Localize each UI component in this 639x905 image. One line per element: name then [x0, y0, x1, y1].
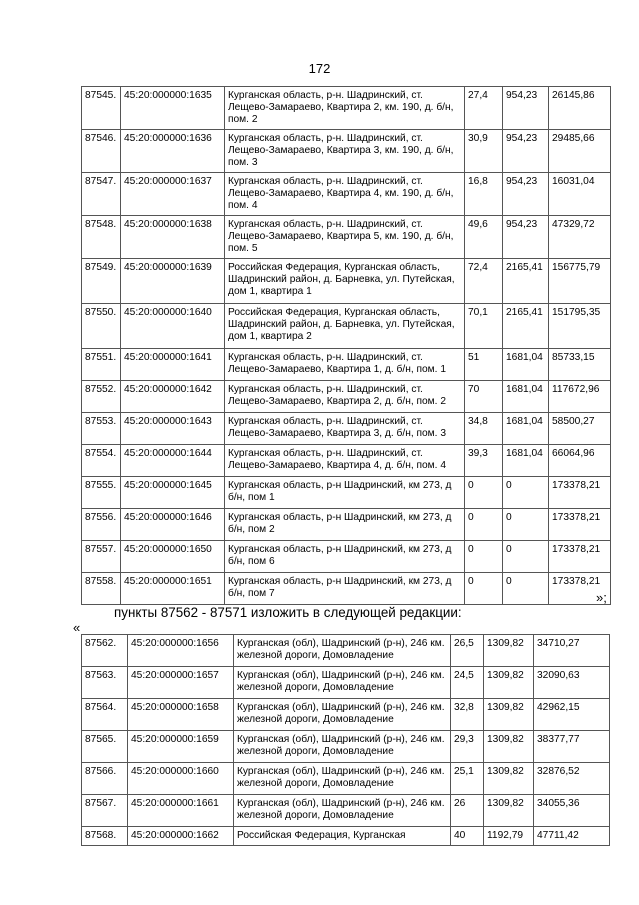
table-row — [82, 635, 610, 667]
row-number-cell: 87549. — [82, 259, 121, 304]
cadastral-number-cell: 45:20:000000:1639 — [121, 259, 225, 304]
price-cell: 2165,41 — [503, 259, 549, 304]
price-cell: 954,23 — [503, 130, 549, 173]
row-number-cell: 87555. — [82, 477, 121, 509]
address-cell: Курганская область, р-н. Шадринский, ст. Лещево-Замараево, Квартира 2, д. б/н, пом. 2 — [225, 381, 465, 413]
area-cell: 72,4 — [465, 259, 503, 304]
cadastral-number-cell: 45:20:000000:1646 — [121, 509, 225, 541]
address-cell: Российская Федерация, Курганская область, Шадринский район, д. Барневка, ул. Путейская, дом 1, квартира 1 — [225, 259, 465, 304]
table-row — [82, 509, 611, 541]
table-row — [82, 795, 610, 827]
address-cell: Курганская область, р-н. Шадринский, ст. Лещево-Замараево, Квартира 3, км. 190, д. б/н, пом. 3 — [225, 130, 465, 173]
area-cell: 0 — [465, 477, 503, 509]
total-value-cell: 117672,96 — [549, 381, 611, 413]
area-cell: 27,4 — [465, 87, 503, 130]
total-value-cell: 173378,21 — [549, 541, 611, 573]
price-cell: 0 — [503, 509, 549, 541]
address-cell: Курганская область, р-н Шадринский, км 273, д б/н, пом 1 — [225, 477, 465, 509]
row-number-cell: 87546. — [82, 130, 121, 173]
cadastral-number-cell: 45:20:000000:1660 — [128, 763, 234, 795]
row-number-cell: 87553. — [82, 413, 121, 445]
area-cell: 34,8 — [465, 413, 503, 445]
area-cell: 39,3 — [465, 445, 503, 477]
cadastral-number-cell: 45:20:000000:1640 — [121, 304, 225, 349]
cadastral-number-cell: 45:20:000000:1658 — [128, 699, 234, 731]
table-row — [82, 304, 611, 349]
area-cell: 32,8 — [451, 699, 484, 731]
table-row — [82, 349, 611, 381]
total-value-cell: 47329,72 — [549, 216, 611, 259]
table-row — [82, 413, 611, 445]
address-cell: Курганская (обл), Шадринский (р-н), 246 км. железной дороги, Домовладение — [234, 795, 451, 827]
row-number-cell: 87562. — [82, 635, 128, 667]
price-cell: 0 — [503, 477, 549, 509]
row-number-cell: 87551. — [82, 349, 121, 381]
address-cell: Курганская область, р-н Шадринский, км 273, д б/н, пом 7 — [225, 573, 465, 605]
price-cell: 1309,82 — [484, 635, 534, 667]
price-cell: 1309,82 — [484, 763, 534, 795]
address-cell: Российская Федерация, Курганская — [234, 827, 451, 846]
table-row — [82, 259, 611, 304]
price-cell: 1309,82 — [484, 699, 534, 731]
total-value-cell: 66064,96 — [549, 445, 611, 477]
table-row — [82, 573, 611, 605]
price-cell: 1681,04 — [503, 413, 549, 445]
price-cell: 0 — [503, 541, 549, 573]
area-cell: 49,6 — [465, 216, 503, 259]
table-row — [82, 541, 611, 573]
cadastral-number-cell: 45:20:000000:1659 — [128, 731, 234, 763]
table-row — [82, 699, 610, 731]
row-number-cell: 87554. — [82, 445, 121, 477]
area-cell: 70 — [465, 381, 503, 413]
table-row — [82, 87, 611, 130]
cadastral-number-cell: 45:20:000000:1662 — [128, 827, 234, 846]
area-cell: 26,5 — [451, 635, 484, 667]
price-cell: 1681,04 — [503, 349, 549, 381]
table-row — [82, 216, 611, 259]
property-table-1 — [81, 86, 611, 605]
cadastral-number-cell: 45:20:000000:1643 — [121, 413, 225, 445]
table-row — [82, 445, 611, 477]
address-cell: Курганская область, р-н. Шадринский, ст. Лещево-Замараево, Квартира 4, км. 190, д. б/н, пом. 4 — [225, 173, 465, 216]
total-value-cell: 26145,86 — [549, 87, 611, 130]
total-value-cell: 173378,21 — [549, 477, 611, 509]
cadastral-number-cell: 45:20:000000:1644 — [121, 445, 225, 477]
area-cell: 70,1 — [465, 304, 503, 349]
total-value-cell: 38377,77 — [534, 731, 610, 763]
row-number-cell: 87563. — [82, 667, 128, 699]
area-cell: 30,9 — [465, 130, 503, 173]
row-number-cell: 87550. — [82, 304, 121, 349]
area-cell: 0 — [465, 541, 503, 573]
total-value-cell: 58500,27 — [549, 413, 611, 445]
table-row — [82, 731, 610, 763]
price-cell: 1681,04 — [503, 445, 549, 477]
address-cell: Курганская область, р-н. Шадринский, ст. Лещево-Замараево, Квартира 2, км. 190, д. б/н, пом. 2 — [225, 87, 465, 130]
total-value-cell: 34710,27 — [534, 635, 610, 667]
price-cell: 954,23 — [503, 87, 549, 130]
amendment-paragraph: пункты 87562 - 87571 изложить в следующей редакции: — [114, 605, 462, 620]
price-cell: 954,23 — [503, 173, 549, 216]
cadastral-number-cell: 45:20:000000:1635 — [121, 87, 225, 130]
cadastral-number-cell: 45:20:000000:1650 — [121, 541, 225, 573]
cadastral-number-cell: 45:20:000000:1657 — [128, 667, 234, 699]
address-cell: Курганская область, р-н. Шадринский, ст. Лещево-Замараево, Квартира 1, д. б/н, пом. 1 — [225, 349, 465, 381]
row-number-cell: 87556. — [82, 509, 121, 541]
total-value-cell: 47711,42 — [534, 827, 610, 846]
area-cell: 16,8 — [465, 173, 503, 216]
total-value-cell: 151795,35 — [549, 304, 611, 349]
row-number-cell: 87568. — [82, 827, 128, 846]
price-cell: 1309,82 — [484, 667, 534, 699]
price-cell: 1192,79 — [484, 827, 534, 846]
row-number-cell: 87547. — [82, 173, 121, 216]
address-cell: Курганская (обл), Шадринский (р-н), 246 км. железной дороги, Домовладение — [234, 635, 451, 667]
price-cell: 954,23 — [503, 216, 549, 259]
cadastral-number-cell: 45:20:000000:1638 — [121, 216, 225, 259]
total-value-cell: 34055,36 — [534, 795, 610, 827]
address-cell: Курганская (обл), Шадринский (р-н), 246 км. железной дороги, Домовладение — [234, 731, 451, 763]
row-number-cell: 87565. — [82, 731, 128, 763]
address-cell: Курганская область, р-н Шадринский, км 273, д б/н, пом 2 — [225, 509, 465, 541]
cadastral-number-cell: 45:20:000000:1637 — [121, 173, 225, 216]
row-number-cell: 87567. — [82, 795, 128, 827]
cadastral-number-cell: 45:20:000000:1645 — [121, 477, 225, 509]
total-value-cell: 85733,15 — [549, 349, 611, 381]
opening-quote: « — [73, 620, 81, 635]
address-cell: Курганская (обл), Шадринский (р-н), 246 км. железной дороги, Домовладение — [234, 763, 451, 795]
table-row — [82, 381, 611, 413]
total-value-cell: 42962,15 — [534, 699, 610, 731]
property-table-2 — [81, 634, 610, 846]
table-row — [82, 763, 610, 795]
table-row — [82, 477, 611, 509]
area-cell: 40 — [451, 827, 484, 846]
total-value-cell: 173378,21 — [549, 573, 611, 605]
area-cell: 26 — [451, 795, 484, 827]
price-cell: 2165,41 — [503, 304, 549, 349]
area-cell: 25,1 — [451, 763, 484, 795]
row-number-cell: 87545. — [82, 87, 121, 130]
total-value-cell: 156775,79 — [549, 259, 611, 304]
property-table-1-body — [82, 87, 611, 605]
area-cell: 0 — [465, 573, 503, 605]
address-cell: Российская Федерация, Курганская область, Шадринский район, д. Барневка, ул. Путейская, дом 1, квартира 2 — [225, 304, 465, 349]
price-cell: 1309,82 — [484, 731, 534, 763]
address-cell: Курганская область, р-н. Шадринский, ст. Лещево-Замараево, Квартира 5, км. 190, д. б/н, пом. 5 — [225, 216, 465, 259]
cadastral-number-cell: 45:20:000000:1651 — [121, 573, 225, 605]
area-cell: 24,5 — [451, 667, 484, 699]
row-number-cell: 87557. — [82, 541, 121, 573]
table-row — [82, 827, 610, 846]
cadastral-number-cell: 45:20:000000:1641 — [121, 349, 225, 381]
price-cell: 1681,04 — [503, 381, 549, 413]
address-cell: Курганская (обл), Шадринский (р-н), 246 км. железной дороги, Домовладение — [234, 667, 451, 699]
row-number-cell: 87564. — [82, 699, 128, 731]
total-value-cell: 32090,63 — [534, 667, 610, 699]
property-table-2-body — [82, 635, 610, 846]
cadastral-number-cell: 45:20:000000:1661 — [128, 795, 234, 827]
price-cell: 1309,82 — [484, 795, 534, 827]
area-cell: 0 — [465, 509, 503, 541]
row-number-cell: 87552. — [82, 381, 121, 413]
table-row — [82, 173, 611, 216]
page-number: 172 — [308, 61, 331, 76]
address-cell: Курганская (обл), Шадринский (р-н), 246 км. железной дороги, Домовладение — [234, 699, 451, 731]
address-cell: Курганская область, р-н Шадринский, км 273, д б/н, пом 6 — [225, 541, 465, 573]
table-row — [82, 130, 611, 173]
total-value-cell: 16031,04 — [549, 173, 611, 216]
address-cell: Курганская область, р-н. Шадринский, ст. Лещево-Замараево, Квартира 4, д. б/н, пом. 4 — [225, 445, 465, 477]
closing-quote: »; — [596, 590, 607, 605]
cadastral-number-cell: 45:20:000000:1642 — [121, 381, 225, 413]
total-value-cell: 29485,66 — [549, 130, 611, 173]
row-number-cell: 87566. — [82, 763, 128, 795]
area-cell: 29,3 — [451, 731, 484, 763]
address-cell: Курганская область, р-н. Шадринский, ст. Лещево-Замараево, Квартира 3, д. б/н, пом. 3 — [225, 413, 465, 445]
total-value-cell: 32876,52 — [534, 763, 610, 795]
cadastral-number-cell: 45:20:000000:1636 — [121, 130, 225, 173]
row-number-cell: 87558. — [82, 573, 121, 605]
row-number-cell: 87548. — [82, 216, 121, 259]
cadastral-number-cell: 45:20:000000:1656 — [128, 635, 234, 667]
area-cell: 51 — [465, 349, 503, 381]
total-value-cell: 173378,21 — [549, 509, 611, 541]
table-row — [82, 667, 610, 699]
price-cell: 0 — [503, 573, 549, 605]
